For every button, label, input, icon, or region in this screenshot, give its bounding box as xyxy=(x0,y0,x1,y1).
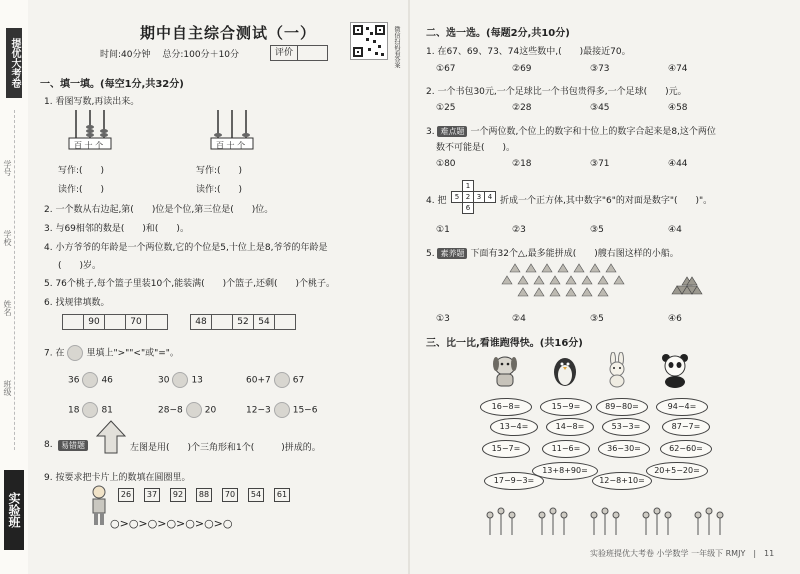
compare-1 xyxy=(68,372,113,388)
compare-5 xyxy=(158,402,216,418)
section3-heading: 三、比一比,看谁跑得快。(共16分) xyxy=(426,338,583,349)
compare-right: 81 xyxy=(101,405,113,416)
equation-bubble[interactable]: 13+8+90= xyxy=(532,462,598,480)
s2-q4-prefix: 4. 把 xyxy=(426,196,447,206)
s2-q3-opt[interactable]: ④44 xyxy=(668,159,688,169)
number-card[interactable]: 37 xyxy=(144,488,160,502)
s2-q4-opt[interactable]: ②3 xyxy=(512,225,526,235)
sequence-table-1 xyxy=(62,314,168,330)
net-cell: 3 xyxy=(473,191,485,203)
circle-chain[interactable]: ○>○>○>○>○>○>○ xyxy=(110,517,233,530)
s2-q4-opt[interactable]: ①1 xyxy=(436,225,450,235)
number-card[interactable]: 88 xyxy=(196,488,212,502)
compare-left: 60+7 xyxy=(246,375,271,386)
q1-write-2[interactable]: 写作:( ) xyxy=(196,166,243,176)
flower-icon xyxy=(638,505,676,537)
sequence-table-2 xyxy=(190,314,296,330)
s2-q1-opt[interactable]: ②69 xyxy=(512,64,532,74)
equation-bubble[interactable]: 14−8= xyxy=(546,418,594,436)
apple-icon[interactable] xyxy=(172,372,188,388)
q4-text-line1: 4. 小方爷爷的年龄是一个两位数,它的个位是5,十位上是8,爷爷的年龄是 xyxy=(44,243,328,253)
rabbit-icon xyxy=(600,352,634,388)
q4-text-line2: ( )岁。 xyxy=(58,261,102,271)
label-xuehao: 学号 xyxy=(3,160,12,176)
compare-right: 15−6 xyxy=(292,405,318,416)
number-card[interactable]: 70 xyxy=(222,488,238,502)
page-title: 期中自主综合测试（一） xyxy=(140,24,317,42)
equation-bubble[interactable]: 62−60= xyxy=(660,440,712,458)
compare-left: 28−8 xyxy=(158,405,183,416)
s2-q1-opt[interactable]: ④74 xyxy=(668,64,688,74)
s2-q2-opt[interactable]: ④58 xyxy=(668,103,688,113)
s2-q3-line2: 数不可能是( )。 xyxy=(436,143,516,153)
seq2-cell: 48 xyxy=(191,315,212,330)
s2-q3-opt[interactable]: ③71 xyxy=(590,159,610,169)
triangle-boat-icon xyxy=(670,276,706,296)
s2-q2-opt[interactable]: ②28 xyxy=(512,103,532,113)
equation-bubble[interactable]: 15−9= xyxy=(540,398,592,416)
equation-bubble[interactable]: 20+5−20= xyxy=(646,462,708,480)
child-figure-icon xyxy=(88,484,110,528)
apple-icon[interactable] xyxy=(274,402,290,418)
apple-icon[interactable] xyxy=(274,372,290,388)
s2-q3-text-a: 一个两位数,个位上的数字和十位上的数字合起来是8,这个两位 xyxy=(470,127,716,137)
number-card[interactable]: 61 xyxy=(274,488,290,502)
compare-left: 36 xyxy=(68,375,80,386)
apple-icon[interactable] xyxy=(82,372,98,388)
label-banji: 班级 xyxy=(3,380,12,396)
q1-read-2[interactable]: 读作:( ) xyxy=(196,185,243,195)
footer-text: 实验班提优大考卷 小学数学 一年级下 RMJY xyxy=(590,549,746,558)
q7-text xyxy=(44,345,179,361)
compare-right: 46 xyxy=(101,375,113,386)
qr-label: 微信扫码看答案 xyxy=(393,26,400,68)
s2-q3-line1 xyxy=(426,124,716,137)
dog-icon xyxy=(488,352,522,388)
seq1-cell: 90 xyxy=(84,315,105,330)
s2-q2-text: 2. 一个书包30元,一个足球比一个书包贵得多,一个足球( )元。 xyxy=(426,87,687,97)
label-xingming: 姓名 xyxy=(3,300,12,316)
number-card[interactable]: 26 xyxy=(118,488,134,502)
q8-number: 8. xyxy=(44,440,53,450)
s2-q1-opt[interactable]: ①67 xyxy=(436,64,456,74)
page-gutter xyxy=(408,0,410,574)
section1-heading: 一、填一填。(每空1分,共32分) xyxy=(40,79,184,90)
q5-text: 5. 76个桃子,每个篮子里装10个,能装满( )个篮子,还剩( )个桃子。 xyxy=(44,279,335,289)
eval-box[interactable] xyxy=(270,45,328,61)
exam-info xyxy=(100,47,239,60)
time-limit: 时间:40分钟 xyxy=(100,50,151,60)
equation-bubble[interactable]: 94−4= xyxy=(656,398,708,416)
binding-line xyxy=(14,110,15,450)
abacus-1-label: 百 十 个 xyxy=(74,141,104,150)
s2-q4-opt[interactable]: ③5 xyxy=(590,225,604,235)
apple-icon[interactable] xyxy=(82,402,98,418)
seq2-cell: 52 xyxy=(233,315,254,330)
s2-q2-opt[interactable]: ③45 xyxy=(590,103,610,113)
equation-bubble[interactable]: 11−6= xyxy=(542,440,590,458)
compare-right: 20 xyxy=(204,405,217,416)
number-card[interactable]: 54 xyxy=(248,488,264,502)
compare-left: 12−3 xyxy=(246,405,271,416)
q9-text: 9. 按要求把卡片上的数填在圆圈里。 xyxy=(44,473,191,483)
s2-q5-line xyxy=(426,246,679,259)
panda-icon xyxy=(658,352,692,388)
q7-prefix: 7. 在 xyxy=(44,348,65,359)
net-cell: 1 xyxy=(462,180,474,192)
s2-q5-number: 5. xyxy=(426,249,435,259)
s2-q3-tag: 难点题 xyxy=(437,126,467,137)
compare-2 xyxy=(158,372,203,388)
equation-bubble[interactable]: 16−8= xyxy=(480,398,532,416)
compare-left: 30 xyxy=(158,375,170,386)
net-cell: 6 xyxy=(462,202,474,214)
s2-q5-tag: 素养题 xyxy=(437,248,467,259)
penguin-icon xyxy=(548,352,582,388)
seq1-cell[interactable] xyxy=(63,315,84,330)
triangle-pile-icon xyxy=(500,262,650,302)
number-card[interactable]: 92 xyxy=(170,488,186,502)
apple-icon xyxy=(67,345,83,361)
s2-q2-opt[interactable]: ①25 xyxy=(436,103,456,113)
label-xuexiao: 学校 xyxy=(3,230,12,246)
compare-4 xyxy=(68,402,113,418)
arrow-shape-icon xyxy=(96,420,126,454)
s2-q5-opt[interactable]: ①3 xyxy=(436,314,450,324)
q8-text: 左图是用( )个三角形和1个( )拼成的。 xyxy=(130,443,321,453)
s2-q3-opt[interactable]: ②18 xyxy=(512,159,532,169)
compare-right: 67 xyxy=(292,375,305,386)
seq2-cell[interactable] xyxy=(212,315,233,330)
equation-bubble[interactable]: 15−7= xyxy=(482,440,530,458)
equation-bubble[interactable]: 53−3= xyxy=(602,418,650,436)
eval-label: 评价 xyxy=(271,46,298,60)
q3-text: 3. 与69相邻的数是( )和( )。 xyxy=(44,224,189,234)
net-cell: 5 xyxy=(451,191,463,203)
q7-suffix: 里填上">""<"或"="。 xyxy=(86,348,179,359)
seq2-cell[interactable] xyxy=(275,315,296,330)
flower-icon xyxy=(482,505,520,537)
apple-icon[interactable] xyxy=(186,402,202,418)
seq2-cell: 54 xyxy=(254,315,275,330)
abacus-2-label: 百 十 个 xyxy=(216,141,246,150)
seq1-cell[interactable] xyxy=(147,315,168,330)
q6-text: 6. 找规律填数。 xyxy=(44,298,110,308)
equation-bubble[interactable]: 12−8+10= xyxy=(592,472,652,490)
s2-q1-opt[interactable]: ③73 xyxy=(590,64,610,74)
brand-logo-top: 提优大考卷 xyxy=(6,28,22,98)
qr-code-icon xyxy=(350,22,388,60)
equation-bubble[interactable]: 87−7= xyxy=(662,418,710,436)
binding-spine xyxy=(0,0,28,574)
s2-q5-opt[interactable]: ②4 xyxy=(512,314,526,324)
q8-tag xyxy=(58,440,91,451)
q1-read-1[interactable]: 读作:( ) xyxy=(58,185,105,195)
s2-q5-text: 下面有32个△,最多能拼成( )艘右图这样的小船。 xyxy=(470,249,679,259)
compare-3 xyxy=(246,372,304,388)
flower-icon xyxy=(586,505,624,537)
net-cell: 4 xyxy=(484,191,496,203)
page-footer: 实验班提优大考卷 小学数学 一年级下 RMJY | 11 xyxy=(590,549,775,558)
equation-bubble[interactable]: 36−30= xyxy=(598,440,650,458)
s2-q5-opt[interactable]: ③5 xyxy=(590,314,604,324)
compare-right: 13 xyxy=(191,375,203,386)
s2-q1-text: 1. 在67、69、73、74这些数中,( )最接近70。 xyxy=(426,47,631,57)
net-cell: 2 xyxy=(462,191,474,203)
s2-q3-number: 3. xyxy=(426,127,435,137)
q1-write-1[interactable]: 写作:( ) xyxy=(58,166,105,176)
section2-heading: 二、选一选。(每题2分,共10分) xyxy=(426,28,570,39)
equation-bubble[interactable]: 89−80= xyxy=(596,398,648,416)
s2-q3-opt[interactable]: ①80 xyxy=(436,159,456,169)
q1-text: 1. 看图写数,再读出来。 xyxy=(44,97,140,107)
seq1-cell[interactable] xyxy=(105,315,126,330)
s2-q5-opt[interactable]: ④6 xyxy=(668,314,682,324)
flower-icon xyxy=(690,505,728,537)
equation-bubble[interactable]: 17−9−3= xyxy=(484,472,544,490)
s2-q4-text: 折成一个正方体,其中数字"6"的对面是数字"( )"。 xyxy=(500,196,713,206)
compare-6 xyxy=(246,402,317,418)
total-score: 总分:100分＋10分 xyxy=(162,50,240,60)
seq1-cell: 70 xyxy=(126,315,147,330)
brand-logo-bottom: 实验班 xyxy=(4,470,24,550)
flower-icon xyxy=(534,505,572,537)
equation-bubble[interactable]: 13−4= xyxy=(490,418,538,436)
q2-text: 2. 一个数从右边起,第( )位是个位,第三位是( )位。 xyxy=(44,205,274,215)
compare-left: 18 xyxy=(68,405,80,416)
s2-q4-opt[interactable]: ④4 xyxy=(668,225,682,235)
page-number: 11 xyxy=(764,549,775,558)
q8-tag-label: 易错题 xyxy=(58,440,88,451)
